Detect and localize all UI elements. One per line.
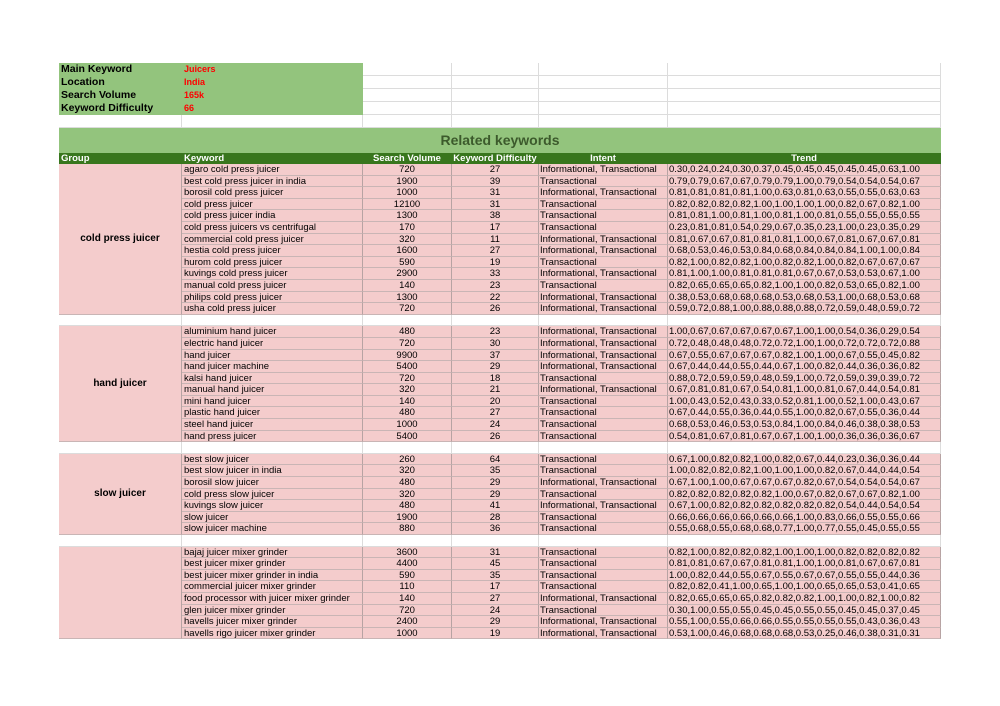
trend-cell[interactable]: 0.23,0.81,0.81,0.54,0.29,0.67,0.35,0.23,1.00,0.23,0.35,0.29 (668, 222, 941, 234)
keyword-difficulty-cell[interactable]: 64 (452, 454, 539, 466)
trend-cell[interactable]: 0.67,1.00,1.00,0.67,0.67,0.67,0.82,0.67,0.54,0.54,0.54,0.67 (668, 477, 941, 489)
intent-cell[interactable]: Informational, Transactional (539, 164, 668, 176)
intent-cell[interactable]: Transactional (539, 465, 668, 477)
keyword-difficulty-cell[interactable]: 45 (452, 558, 539, 570)
trend-cell[interactable]: 0.81,0.81,0.81,0.81,1.00,0.63,0.81,0.63,0.55,0.55,0.63,0.63 (668, 187, 941, 199)
intent-cell[interactable]: Transactional (539, 396, 668, 408)
summary-value[interactable]: Juicers (182, 63, 363, 76)
keyword-difficulty-cell[interactable]: 29 (452, 616, 539, 628)
search-volume-cell[interactable]: 140 (363, 396, 452, 408)
keyword-difficulty-cell[interactable]: 18 (452, 373, 539, 385)
keyword-difficulty-cell[interactable]: 23 (452, 326, 539, 338)
search-volume-cell[interactable]: 12100 (363, 199, 452, 211)
keyword-difficulty-cell[interactable]: 31 (452, 199, 539, 211)
search-volume-cell[interactable]: 140 (363, 280, 452, 292)
empty-cell[interactable] (452, 89, 539, 102)
keyword-cell[interactable]: havells rigo juicer mixer grinder (182, 628, 363, 640)
keyword-cell[interactable]: slow juicer machine (182, 523, 363, 535)
keyword-group (59, 547, 941, 640)
intent-cell[interactable]: Transactional (539, 419, 668, 431)
intent-cell[interactable]: Transactional (539, 512, 668, 524)
trend-cell[interactable]: 1.00,0.82,0.82,0.82,1.00,1.00,1.00,0.82,0.67,0.44,0.44,0.54 (668, 465, 941, 477)
empty-cell[interactable] (363, 76, 452, 89)
header-keyword[interactable]: Keyword (182, 153, 363, 164)
intent-cell[interactable]: Transactional (539, 570, 668, 582)
trend-cell[interactable]: 0.82,0.82,0.82,0.82,1.00,1.00,1.00,1.00,0.82,0.67,0.82,1.00 (668, 199, 941, 211)
table-row (59, 581, 941, 593)
keyword-difficulty-cell[interactable]: 17 (452, 222, 539, 234)
table-row (59, 292, 941, 304)
table-row (59, 407, 941, 419)
table-row (59, 373, 941, 385)
table-row (59, 268, 941, 280)
intent-cell[interactable]: Informational, Transactional (539, 338, 668, 350)
keyword-cell[interactable]: kuvings cold press juicer (182, 268, 363, 280)
trend-cell[interactable]: 0.67,0.44,0.44,0.55,0.44,0.67,1.00,0.82,0.44,0.36,0.36,0.82 (668, 361, 941, 373)
keyword-cell[interactable]: kuvings slow juicer (182, 500, 363, 512)
keyword-cell[interactable]: cold press juicers vs centrifugal (182, 222, 363, 234)
keyword-cell[interactable]: food processor with juicer mixer grinder (182, 593, 363, 605)
header-intent[interactable]: Intent (539, 153, 668, 164)
table-row (59, 303, 941, 315)
summary-value[interactable]: 66 (182, 102, 363, 115)
keyword-cell[interactable]: borosil cold press juicer (182, 187, 363, 199)
empty-cell[interactable] (452, 63, 539, 76)
search-volume-cell[interactable]: 5400 (363, 431, 452, 443)
keyword-difficulty-cell[interactable]: 26 (452, 303, 539, 315)
table-row (59, 593, 941, 605)
search-volume-cell[interactable]: 590 (363, 570, 452, 582)
intent-cell[interactable]: Transactional (539, 558, 668, 570)
trend-cell[interactable]: 0.81,0.81,1.00,0.81,1.00,0.81,1.00,0.81,0.55,0.55,0.55,0.55 (668, 210, 941, 222)
trend-cell[interactable]: 0.88,0.72,0.59,0.59,0.48,0.59,1.00,0.72,0.59,0.39,0.39,0.72 (668, 373, 941, 385)
keyword-cell[interactable]: usha cold press juicer (182, 303, 363, 315)
table-row (59, 326, 941, 338)
keyword-cell[interactable]: best juicer mixer grinder (182, 558, 363, 570)
intent-cell[interactable]: Transactional (539, 605, 668, 617)
search-volume-cell[interactable]: 480 (363, 477, 452, 489)
trend-cell[interactable]: 0.82,0.65,0.65,0.65,0.82,1.00,1.00,0.82,0.53,0.65,0.82,1.00 (668, 280, 941, 292)
table-row (59, 384, 941, 396)
intent-cell[interactable]: Informational, Transactional (539, 350, 668, 362)
intent-cell[interactable]: Informational, Transactional (539, 477, 668, 489)
keyword-difficulty-cell[interactable]: 21 (452, 384, 539, 396)
search-volume-cell[interactable]: 880 (363, 523, 452, 535)
table-row (59, 176, 941, 188)
trend-cell[interactable]: 0.30,0.24,0.24,0.30,0.37,0.45,0.45,0.45,0.45,0.45,0.63,1.00 (668, 164, 941, 176)
keyword-cell[interactable]: philips cold press juicer (182, 292, 363, 304)
keyword-cell[interactable]: best slow juicer in india (182, 465, 363, 477)
header-keyword-difficulty[interactable]: Keyword Difficulty (452, 153, 539, 164)
header-trend[interactable]: Trend (668, 153, 941, 164)
intent-cell[interactable]: Transactional (539, 454, 668, 466)
intent-cell[interactable]: Informational, Transactional (539, 268, 668, 280)
empty-cell[interactable] (539, 76, 668, 89)
keyword-groups (59, 164, 941, 639)
search-volume-cell[interactable]: 720 (363, 164, 452, 176)
table-row (59, 234, 941, 246)
intent-cell[interactable]: Transactional (539, 373, 668, 385)
search-volume-cell[interactable]: 1300 (363, 210, 452, 222)
summary-row (59, 89, 941, 102)
intent-cell[interactable]: Informational, Transactional (539, 500, 668, 512)
keyword-cell[interactable]: commercial juicer mixer grinder (182, 581, 363, 593)
summary-row (59, 102, 941, 115)
summary-value[interactable]: 165k (182, 89, 363, 102)
table-row (59, 199, 941, 211)
summary-block (59, 63, 941, 115)
intent-cell[interactable]: Transactional (539, 176, 668, 188)
table-row (59, 570, 941, 582)
empty-cell[interactable] (452, 76, 539, 89)
table-row (59, 338, 941, 350)
trend-cell[interactable]: 1.00,0.82,0.44,0.55,0.67,0.55,0.67,0.67,0.55,0.55,0.44,0.36 (668, 570, 941, 582)
keyword-cell[interactable]: cold press slow juicer (182, 489, 363, 501)
table-row (59, 350, 941, 362)
keyword-difficulty-cell[interactable]: 24 (452, 605, 539, 617)
table-row (59, 558, 941, 570)
intent-cell[interactable]: Informational, Transactional (539, 616, 668, 628)
table-row (59, 361, 941, 373)
keyword-sheet (59, 63, 941, 639)
table-row (59, 616, 941, 628)
keyword-difficulty-cell[interactable]: 37 (452, 350, 539, 362)
empty-cell[interactable] (668, 89, 941, 102)
keyword-group (59, 454, 941, 535)
keyword-cell[interactable]: steel hand juicer (182, 419, 363, 431)
trend-cell[interactable]: 0.30,1.00,0.55,0.55,0.45,0.45,0.55,0.55,0.45,0.45,0.37,0.45 (668, 605, 941, 617)
search-volume-cell[interactable]: 2900 (363, 268, 452, 280)
keyword-difficulty-cell[interactable]: 24 (452, 419, 539, 431)
search-volume-cell[interactable]: 720 (363, 373, 452, 385)
keyword-difficulty-cell[interactable]: 23 (452, 280, 539, 292)
keyword-cell[interactable]: best cold press juicer in india (182, 176, 363, 188)
keyword-cell[interactable]: hestia cold press juicer (182, 245, 363, 257)
trend-cell[interactable]: 0.67,0.44,0.55,0.36,0.44,0.55,1.00,0.82,0.67,0.55,0.36,0.44 (668, 407, 941, 419)
keyword-cell[interactable]: manual cold press juicer (182, 280, 363, 292)
table-row (59, 280, 941, 292)
search-volume-cell[interactable]: 1600 (363, 245, 452, 257)
search-volume-cell[interactable]: 110 (363, 581, 452, 593)
intent-cell[interactable]: Informational, Transactional (539, 234, 668, 246)
keyword-cell[interactable]: hand press juicer (182, 431, 363, 443)
keyword-difficulty-cell[interactable]: 29 (452, 489, 539, 501)
keyword-difficulty-cell[interactable]: 33 (452, 268, 539, 280)
table-row (59, 222, 941, 234)
summary-label[interactable]: Main Keyword (59, 63, 182, 76)
table-row (59, 477, 941, 489)
intent-cell[interactable]: Transactional (539, 222, 668, 234)
search-volume-cell[interactable]: 720 (363, 303, 452, 315)
search-volume-cell[interactable]: 170 (363, 222, 452, 234)
keyword-difficulty-cell[interactable]: 38 (452, 210, 539, 222)
search-volume-cell[interactable]: 3600 (363, 547, 452, 559)
trend-cell[interactable]: 1.00,0.67,0.67,0.67,0.67,0.67,1.00,1.00,0.54,0.36,0.29,0.54 (668, 326, 941, 338)
group-gap-row (59, 315, 941, 327)
keyword-cell[interactable]: electric hand juicer (182, 338, 363, 350)
search-volume-cell[interactable]: 1000 (363, 628, 452, 640)
trend-cell[interactable]: 0.82,1.00,0.82,0.82,1.00,0.82,0.82,1.00,0.82,0.67,0.67,0.67 (668, 257, 941, 269)
keyword-cell[interactable]: aluminium hand juicer (182, 326, 363, 338)
trend-cell[interactable]: 0.79,0.79,0.67,0.67,0.79,0.79,1.00,0.79,0.54,0.54,0.54,0.67 (668, 176, 941, 188)
related-keywords-title-row (59, 128, 941, 153)
trend-cell[interactable]: 0.38,0.53,0.68,0.68,0.68,0.53,0.68,0.53,1.00,0.68,0.53,0.68 (668, 292, 941, 304)
keyword-difficulty-cell[interactable]: 31 (452, 547, 539, 559)
keyword-cell[interactable]: hand juicer machine (182, 361, 363, 373)
table-row (59, 523, 941, 535)
table-row (59, 245, 941, 257)
table-row (59, 465, 941, 477)
keyword-cell[interactable]: havells juicer mixer grinder (182, 616, 363, 628)
intent-cell[interactable]: Transactional (539, 581, 668, 593)
empty-cell[interactable] (539, 102, 668, 115)
search-volume-cell[interactable]: 1300 (363, 292, 452, 304)
search-volume-cell[interactable]: 1000 (363, 419, 452, 431)
group-gap-row (59, 442, 941, 454)
intent-cell[interactable]: Transactional (539, 489, 668, 501)
keyword-cell[interactable]: manual hand juicer (182, 384, 363, 396)
trend-cell[interactable]: 0.72,0.48,0.48,0.48,0.72,0.72,1.00,1.00,0.72,0.72,0.72,0.88 (668, 338, 941, 350)
trend-cell[interactable]: 0.81,1.00,1.00,0.81,0.81,0.81,0.67,0.67,0.53,0.53,0.67,1.00 (668, 268, 941, 280)
intent-cell[interactable]: Informational, Transactional (539, 384, 668, 396)
keyword-difficulty-cell[interactable]: 11 (452, 234, 539, 246)
intent-cell[interactable]: Transactional (539, 523, 668, 535)
group-name-cell[interactable]: cold press juicer (59, 164, 182, 315)
keyword-cell[interactable]: hand juicer (182, 350, 363, 362)
spacer-row (59, 115, 941, 128)
keyword-cell[interactable]: best juicer mixer grinder in india (182, 570, 363, 582)
keyword-difficulty-cell[interactable]: 27 (452, 164, 539, 176)
keyword-cell[interactable]: kalsi hand juicer (182, 373, 363, 385)
keyword-difficulty-cell[interactable]: 17 (452, 581, 539, 593)
table-row (59, 419, 941, 431)
keyword-cell[interactable]: hurom cold press juicer (182, 257, 363, 269)
keyword-difficulty-cell[interactable]: 27 (452, 593, 539, 605)
trend-cell[interactable]: 0.59,0.72,0.88,1.00,0.88,0.88,0.88,0.72,0.59,0.48,0.59,0.72 (668, 303, 941, 315)
empty-cell[interactable] (668, 76, 941, 89)
search-volume-cell[interactable]: 320 (363, 384, 452, 396)
search-volume-cell[interactable]: 1900 (363, 512, 452, 524)
keyword-difficulty-cell[interactable]: 19 (452, 628, 539, 640)
keyword-cell[interactable]: plastic hand juicer (182, 407, 363, 419)
group-name-cell[interactable]: slow juicer (59, 454, 182, 535)
search-volume-cell[interactable]: 480 (363, 326, 452, 338)
keyword-cell[interactable]: slow juicer (182, 512, 363, 524)
keyword-difficulty-cell[interactable]: 28 (452, 512, 539, 524)
intent-cell[interactable]: Transactional (539, 210, 668, 222)
keyword-cell[interactable]: bajaj juicer mixer grinder (182, 547, 363, 559)
table-row (59, 547, 941, 559)
trend-cell[interactable]: 0.55,0.68,0.55,0.68,0.68,0.77,1.00,0.77,0.55,0.45,0.55,0.55 (668, 523, 941, 535)
related-keywords-title: Related keywords (440, 132, 560, 148)
trend-cell[interactable]: 0.82,0.65,0.65,0.65,0.82,0.82,0.82,1.00,1.00,0.82,1.00,0.82 (668, 593, 941, 605)
intent-cell[interactable]: Informational, Transactional (539, 245, 668, 257)
group-gap-row (59, 535, 941, 547)
table-row (59, 257, 941, 269)
table-row (59, 187, 941, 199)
empty-cell[interactable] (452, 102, 539, 115)
table-row (59, 164, 941, 176)
trend-cell[interactable]: 0.82,0.82,0.41,1.00,0.65,1.00,1.00,0.65,0.65,0.53,0.41,0.65 (668, 581, 941, 593)
intent-cell[interactable]: Informational, Transactional (539, 628, 668, 640)
keyword-difficulty-cell[interactable]: 26 (452, 431, 539, 443)
keyword-group (59, 326, 941, 442)
search-volume-cell[interactable]: 320 (363, 489, 452, 501)
search-volume-cell[interactable]: 260 (363, 454, 452, 466)
search-volume-cell[interactable]: 480 (363, 500, 452, 512)
intent-cell[interactable]: Transactional (539, 199, 668, 211)
trend-cell[interactable]: 0.66,0.66,0.66,0.66,0.66,0.66,1.00,0.83,0.66,0.55,0.55,0.66 (668, 512, 941, 524)
search-volume-cell[interactable]: 5400 (363, 361, 452, 373)
empty-cell[interactable] (668, 63, 941, 76)
intent-cell[interactable]: Transactional (539, 547, 668, 559)
header-group[interactable]: Group (59, 153, 182, 164)
trend-cell[interactable]: 0.81,0.81,0.67,0.67,0.81,0.81,1.00,1.00,0.81,0.67,0.67,0.81 (668, 558, 941, 570)
summary-row (59, 76, 941, 89)
summary-label[interactable]: Search Volume (59, 89, 182, 102)
search-volume-cell[interactable]: 480 (363, 407, 452, 419)
table-row (59, 431, 941, 443)
keyword-cell[interactable]: best slow juicer (182, 454, 363, 466)
search-volume-cell[interactable]: 720 (363, 605, 452, 617)
group-name-cell[interactable]: hand juicer (59, 326, 182, 442)
intent-cell[interactable]: Transactional (539, 280, 668, 292)
intent-cell[interactable]: Transactional (539, 257, 668, 269)
search-volume-cell[interactable]: 1900 (363, 176, 452, 188)
table-row (59, 500, 941, 512)
keyword-cell[interactable]: cold press juicer india (182, 210, 363, 222)
keyword-difficulty-cell[interactable]: 22 (452, 292, 539, 304)
keyword-difficulty-cell[interactable]: 20 (452, 396, 539, 408)
header-search-volume[interactable]: Search Volume (363, 153, 452, 164)
keyword-cell[interactable]: mini hand juicer (182, 396, 363, 408)
intent-cell[interactable]: Informational, Transactional (539, 593, 668, 605)
trend-cell[interactable]: 0.68,0.53,0.46,0.53,0.84,0.68,0.84,0.84,0.84,1.00,1.00,0.84 (668, 245, 941, 257)
keyword-difficulty-cell[interactable]: 29 (452, 361, 539, 373)
summary-value[interactable]: India (182, 76, 363, 89)
summary-row (59, 63, 941, 76)
empty-cell[interactable] (363, 63, 452, 76)
search-volume-cell[interactable]: 4400 (363, 558, 452, 570)
keyword-difficulty-cell[interactable]: 31 (452, 187, 539, 199)
keyword-difficulty-cell[interactable]: 27 (452, 245, 539, 257)
intent-cell[interactable]: Transactional (539, 431, 668, 443)
trend-cell[interactable]: 0.55,1.00,0.55,0.66,0.66,0.55,0.55,0.55,0.55,0.43,0.36,0.43 (668, 616, 941, 628)
trend-cell[interactable]: 0.54,0.81,0.67,0.81,0.67,0.67,1.00,1.00,0.36,0.36,0.36,0.67 (668, 431, 941, 443)
keyword-difficulty-cell[interactable]: 27 (452, 407, 539, 419)
empty-cell[interactable] (668, 102, 941, 115)
keyword-difficulty-cell[interactable]: 35 (452, 465, 539, 477)
keyword-difficulty-cell[interactable]: 39 (452, 176, 539, 188)
keyword-difficulty-cell[interactable]: 29 (452, 477, 539, 489)
search-volume-cell[interactable]: 2400 (363, 616, 452, 628)
trend-cell[interactable]: 0.67,0.55,0.67,0.67,0.67,0.82,1.00,1.00,0.67,0.55,0.45,0.82 (668, 350, 941, 362)
trend-cell[interactable]: 0.82,0.82,0.82,0.82,0.82,1.00,0.67,0.82,0.67,0.67,0.82,1.00 (668, 489, 941, 501)
trend-cell[interactable]: 0.67,1.00,0.82,0.82,1.00,0.82,0.67,0.44,0.23,0.36,0.36,0.44 (668, 454, 941, 466)
trend-cell[interactable]: 1.00,0.43,0.52,0.43,0.33,0.52,0.81,1.00,0.52,1.00,0.43,0.67 (668, 396, 941, 408)
table-row (59, 628, 941, 640)
keyword-cell[interactable]: cold press juicer (182, 199, 363, 211)
search-volume-cell[interactable]: 320 (363, 465, 452, 477)
intent-cell[interactable]: Transactional (539, 407, 668, 419)
search-volume-cell[interactable]: 320 (363, 234, 452, 246)
trend-cell[interactable]: 0.82,1.00,0.82,0.82,0.82,1.00,1.00,1.00,0.82,0.82,0.82,0.82 (668, 547, 941, 559)
intent-cell[interactable]: Informational, Transactional (539, 361, 668, 373)
table-row (59, 512, 941, 524)
trend-cell[interactable]: 0.53,1.00,0.46,0.68,0.68,0.68,0.53,0.25,0.46,0.38,0.31,0.31 (668, 628, 941, 640)
table-row (59, 489, 941, 501)
intent-cell[interactable]: Informational, Transactional (539, 326, 668, 338)
keyword-cell[interactable]: commercial cold press juicer (182, 234, 363, 246)
keyword-difficulty-cell[interactable]: 41 (452, 500, 539, 512)
search-volume-cell[interactable]: 9900 (363, 350, 452, 362)
trend-cell[interactable]: 0.67,1.00,0.82,0.82,0.82,0.82,0.82,0.82,0.54,0.44,0.54,0.54 (668, 500, 941, 512)
empty-cell[interactable] (363, 89, 452, 102)
table-row (59, 210, 941, 222)
keyword-difficulty-cell[interactable]: 36 (452, 523, 539, 535)
table-row (59, 605, 941, 617)
empty-cell[interactable] (539, 63, 668, 76)
table-row (59, 396, 941, 408)
intent-cell[interactable]: Informational, Transactional (539, 303, 668, 315)
keyword-cell[interactable]: borosil slow juicer (182, 477, 363, 489)
keyword-cell[interactable]: glen juicer mixer grinder (182, 605, 363, 617)
empty-cell[interactable] (539, 89, 668, 102)
trend-cell[interactable]: 0.68,0.53,0.46,0.53,0.53,0.84,1.00,0.84,0.46,0.38,0.38,0.53 (668, 419, 941, 431)
table-header-row (59, 153, 941, 164)
trend-cell[interactable]: 0.81,0.67,0.67,0.81,0.81,0.81,1.00,0.67,0.81,0.67,0.67,0.81 (668, 234, 941, 246)
intent-cell[interactable]: Informational, Transactional (539, 292, 668, 304)
search-volume-cell[interactable]: 590 (363, 257, 452, 269)
summary-label[interactable]: Location (59, 76, 182, 89)
search-volume-cell[interactable]: 720 (363, 338, 452, 350)
table-row (59, 454, 941, 466)
empty-cell[interactable] (363, 102, 452, 115)
keyword-cell[interactable]: agaro cold press juicer (182, 164, 363, 176)
summary-label[interactable]: Keyword Difficulty (59, 102, 182, 115)
keyword-difficulty-cell[interactable]: 19 (452, 257, 539, 269)
keyword-difficulty-cell[interactable]: 35 (452, 570, 539, 582)
keyword-group (59, 164, 941, 315)
trend-cell[interactable]: 0.67,0.81,0.81,0.67,0.54,0.81,1.00,0.81,0.67,0.44,0.54,0.81 (668, 384, 941, 396)
search-volume-cell[interactable]: 1000 (363, 187, 452, 199)
intent-cell[interactable]: Informational, Transactional (539, 187, 668, 199)
search-volume-cell[interactable]: 140 (363, 593, 452, 605)
keyword-difficulty-cell[interactable]: 30 (452, 338, 539, 350)
